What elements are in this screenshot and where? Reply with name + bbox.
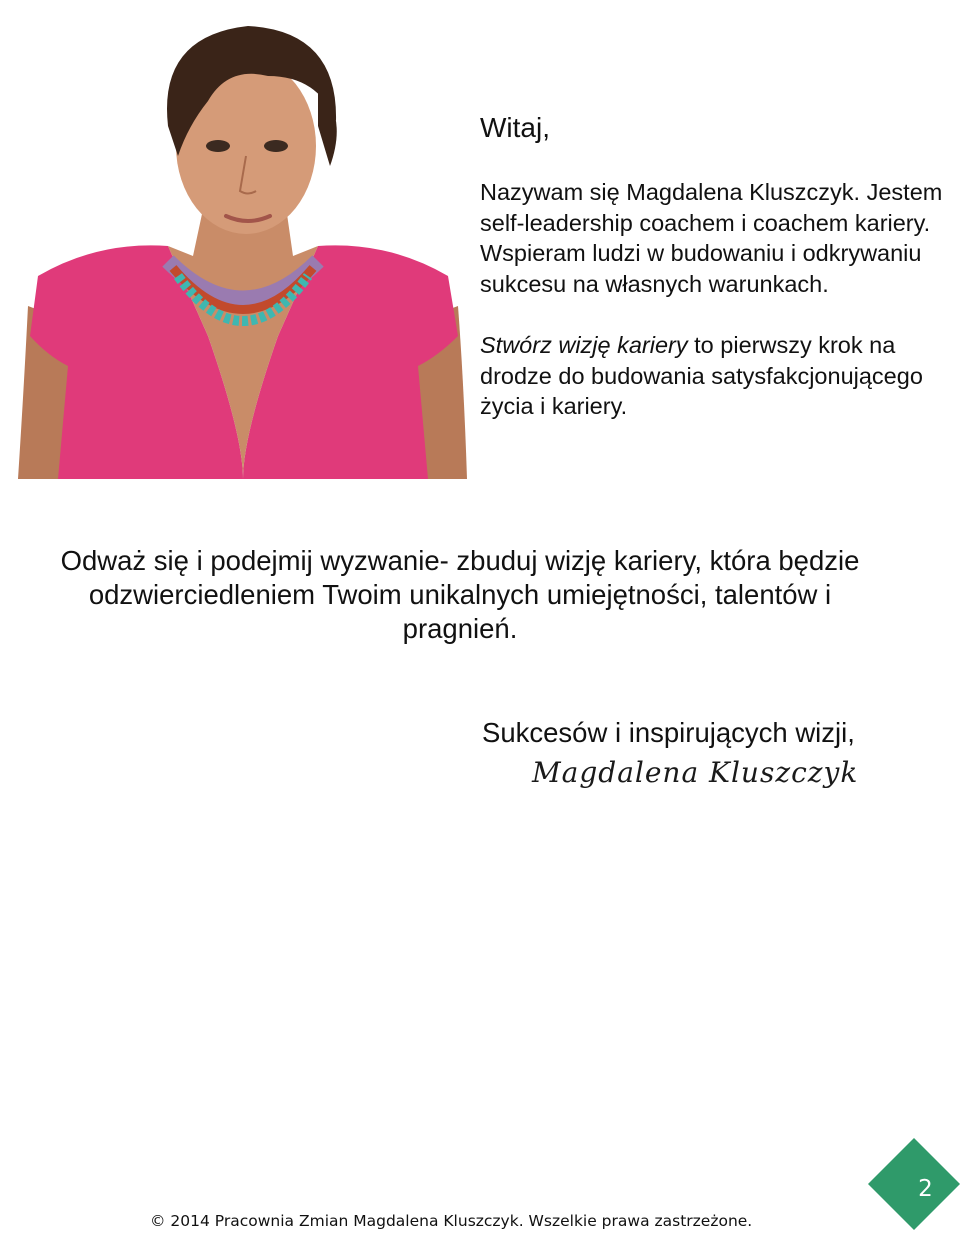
signature: Magdalena Kluszczyk xyxy=(532,756,859,789)
portrait-illustration xyxy=(18,6,467,479)
tagline-paragraph xyxy=(480,330,958,422)
tagline-emphasis: Stwórz wizję kariery xyxy=(480,332,688,358)
greeting: Witaj, xyxy=(480,112,550,143)
tagline-text: to pierwszy krok na drodze do budowania satysfakcjonującego życia i kariery. xyxy=(480,332,923,419)
footer-copyright: © 2014 Pracownia Zmian Magdalena Kluszczyk. Wszelkie prawa zastrzeżone. xyxy=(150,1212,753,1230)
page-number-badge xyxy=(868,1138,958,1228)
intro-paragraph: Nazywam się Magdalena Kluszczyk. Jestem self-leadership coachem i coachem kariery. Wspieram ludzi w budowaniu i odkrywaniu sukcesu na własnych warunkach. xyxy=(480,179,943,297)
challenge-statement: Odważ się i podejmij wyzwanie- zbuduj wizję kariery, która będzie odzwierciedleniem Twoim unikalnych umiejętności, talentów i pragnień. xyxy=(60,545,860,644)
closing-line: Sukcesów i inspirujących wizji, xyxy=(482,717,855,748)
page-number: 2 xyxy=(918,1176,933,1202)
portrait-photo xyxy=(18,6,467,479)
